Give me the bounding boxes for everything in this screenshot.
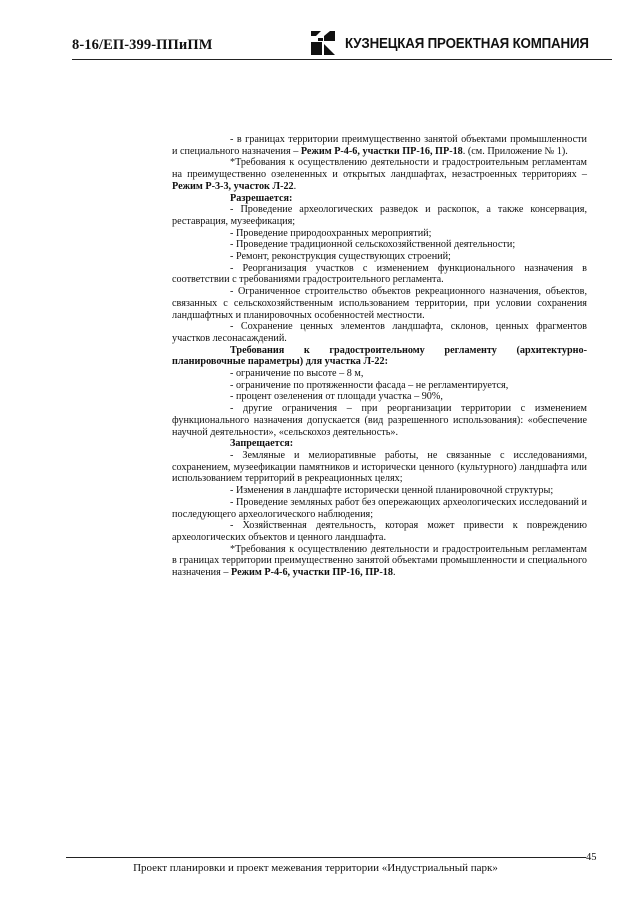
paragraph-zone-landscape — [172, 157, 587, 192]
allowed-item: - Ограниченное строительство объектов рекреационного назначения, объектов, связанных с сельскохозяйственным использованием территории, при условии сохранения ландшафтных и планировочных особенностей местности. — [172, 286, 587, 321]
paragraph-text: *Требования к осуществлению деятельности и градостроительным регламентам на преимущественно озелененных и открытых ландшафтах, незастроенных территориях – — [172, 157, 587, 181]
paragraph-tail: . (см. Приложение № 1). — [462, 145, 568, 157]
paragraph-text: *Требования к осуществлению деятельности и градостроительным регламентам в границах территории преимущественно занятой объектами промышленности и специального назначения – — [172, 543, 587, 579]
header-divider — [72, 59, 612, 60]
allowed-item: - Проведение археологических разведок и раскопок, а также консервация, реставрация, музеефикация; — [172, 204, 587, 227]
requirement-item: - ограничение по протяженности фасада – не регламентируется, — [230, 379, 509, 391]
paragraph-zone-industrial — [172, 134, 587, 157]
paragraph-zone-industrial-repeat — [172, 544, 587, 579]
regime-reference: Режим Р-3-3, участок Л-22 — [172, 180, 294, 192]
forbidden-heading-text: Запрещается: — [230, 438, 294, 450]
allowed-item: - Проведение традиционной сельскохозяйственной деятельности; — [230, 239, 516, 251]
forbidden-item: - Проведение земляных работ без опережающих археологических исследований и последующего археологического наблюдения; — [172, 496, 587, 520]
kpk-logo-icon — [310, 30, 336, 56]
paragraph-tail: . — [293, 180, 297, 192]
requirement-item: - другие ограничения – при реорганизации территории с изменением функционального назначения допускается (вид разрешенного использования): «обеспечение научной деятельности», «сельскохоз деятельность». — [172, 403, 587, 438]
forbidden-item: - Хозяйственная деятельность, которая может привести к повреждению археологических объектов и ценного ландшафта. — [172, 520, 587, 543]
requirements-heading — [172, 345, 587, 368]
regime-reference: Режим Р-4-6, участки ПР-16, ПР-18 — [231, 567, 393, 579]
allowed-heading-text: Разрешается: — [230, 192, 293, 204]
footer-title: Проект планировки и проект межевания территории «Индустриальный парк» — [133, 862, 498, 874]
requirement-item: - процент озеленения от площади участка – 90%, — [230, 391, 443, 403]
forbidden-item: - Земляные и мелиоративные работы, не связанные с исследованиями, сохранением, музеефикации памятников и исторически ценного (культурного) ландшафта или использованием территорий в рекреационных целях; — [172, 449, 587, 485]
page-header — [20, 30, 610, 60]
allowed-item: - Сохранение ценных элементов ландшафта, склонов, ценных фрагментов участков лесонасаждений. — [172, 321, 587, 344]
allowed-item: - Реорганизация участков с изменением функционального назначения в соответствии с требованиями градостроительного регламента. — [172, 262, 587, 286]
company-name: КУЗНЕЦКАЯ ПРОЕКТНАЯ КОМПАНИЯ — [345, 36, 589, 52]
requirement-item: - ограничение по высоте – 8 м, — [230, 368, 364, 380]
allowed-item: - Проведение природоохранных мероприятий; — [230, 227, 432, 239]
allowed-heading — [172, 193, 587, 205]
paragraph-tail: . — [392, 567, 396, 579]
page-body — [172, 134, 587, 579]
forbidden-heading — [172, 438, 587, 450]
forbidden-item: - Изменения в ландшафте исторически ценной планировочной структуры; — [230, 485, 554, 497]
requirements-heading-text: Требования к градостроительному регламенту (архитектурно-планировочные параметры) для участка Л-22: — [172, 344, 587, 368]
page-number: 45 — [586, 852, 597, 863]
paragraph-text: - в границах территории преимущественно занятой объектами промышленности и специального назначения – — [172, 134, 587, 157]
footer-divider — [66, 857, 586, 858]
document-code: 8-16/ЕП-399-ППиПМ — [72, 37, 213, 53]
allowed-item: - Ремонт, реконструкция существующих строений; — [230, 251, 451, 263]
regime-reference: Режим Р-4-6, участки ПР-16, ПР-18 — [300, 145, 463, 157]
